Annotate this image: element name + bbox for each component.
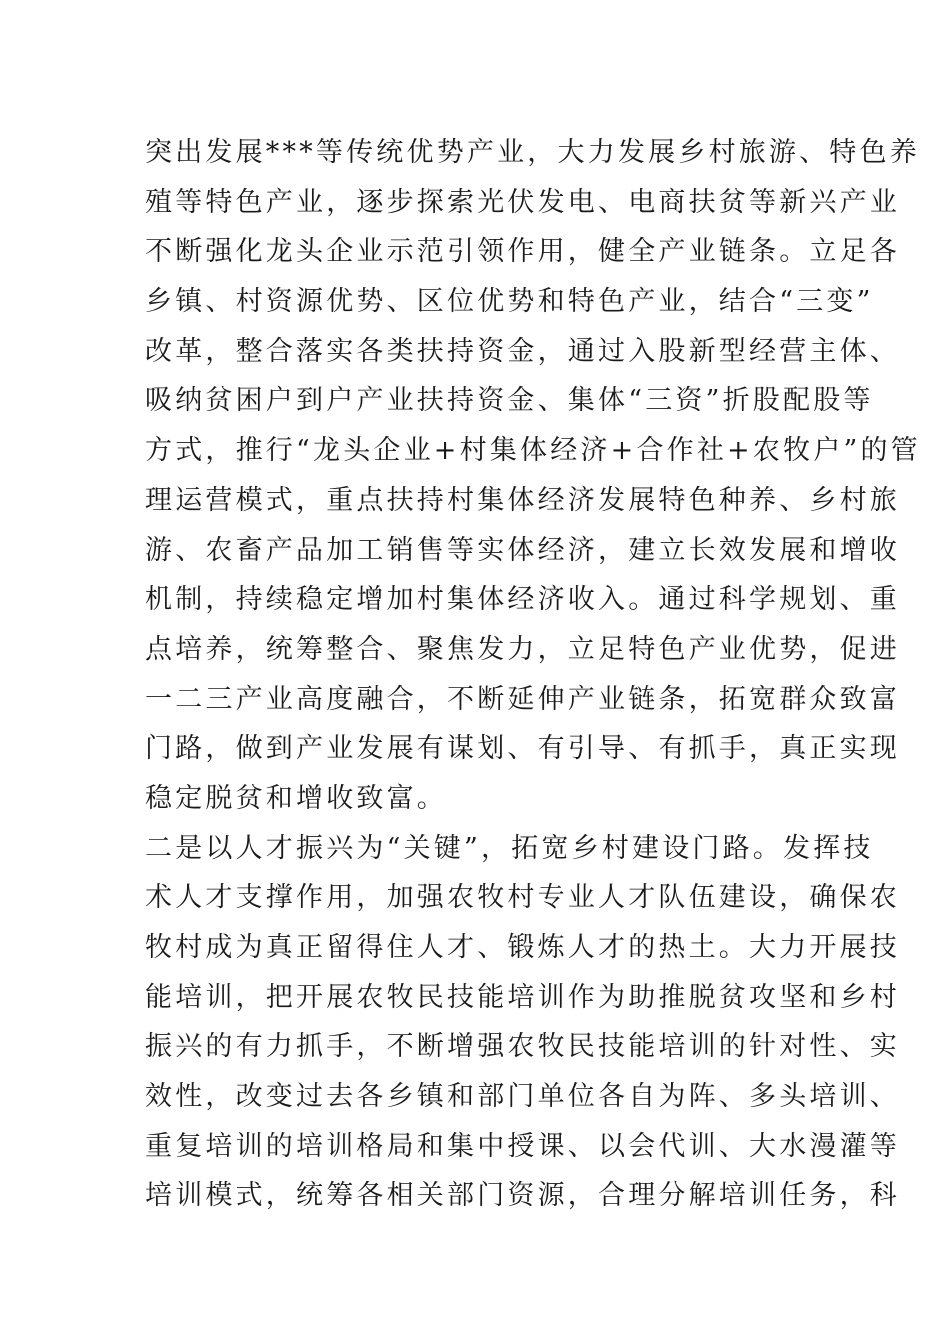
text-line: 机制，持续稳定增加村集体经济收入。通过科学规划、重: [145, 584, 900, 616]
text-line: 效性，改变过去各乡镇和部门单位各自为阵、多头培训、: [145, 1081, 900, 1113]
text-line: 点培养，统筹整合、聚焦发力，立足特色产业优势，促进: [145, 633, 900, 665]
text-line: 殖等特色产业，逐步探索光伏发电、电商扶贫等新兴产业: [145, 186, 900, 218]
text-line: 游、农畜产品加工销售等实体经济，建立长效发展和增收: [145, 534, 900, 566]
text-line: 一二三产业高度融合，不断延伸产业链条，拓宽群众致富: [145, 683, 900, 715]
text-line: 能培训，把开展农牧民技能培训作为助推脱贫攻坚和乡村: [145, 981, 900, 1013]
text-line: 术人才支撑作用，加强农牧村专业人才队伍建设，确保农: [145, 882, 900, 914]
text-line: 方式，推行“龙头企业+村集体经济+合作社+农牧户”的管: [145, 435, 921, 467]
text-line: 吸纳贫困户到户产业扶持资金、集体“三资”折股配股等: [145, 385, 874, 417]
text-line: 乡镇、村资源优势、区位优势和特色产业，结合“三变”: [145, 286, 874, 318]
text-line: 二是以人才振兴为“关键”，拓宽乡村建设门路。发挥技: [145, 832, 874, 864]
text-line: 牧村成为真正留得住人才、锻炼人才的热土。大力开展技: [145, 932, 900, 963]
text-line: 重复培训的培训格局和集中授课、以会代训、大水漫灌等: [145, 1130, 900, 1162]
text-line: 稳定脱贫和增收致富。: [145, 782, 447, 814]
body-text: [145, 128, 921, 1221]
text-line: 理运营模式，重点扶持村集体经济发展特色种养、乡村旅: [145, 484, 900, 516]
text-line: 突出发展***等传统优势产业，大力发展乡村旅游、特色养: [145, 137, 920, 168]
text-line: 振兴的有力抓手，不断增强农牧民技能培训的针对性、实: [145, 1031, 900, 1063]
text-line: 不断强化龙头企业示范引领作用，健全产业链条。立足各: [145, 236, 900, 268]
text-line: 培训模式，统筹各相关部门资源，合理分解培训任务，科: [145, 1180, 900, 1212]
text-line: 门路，做到产业发展有谋划、有引导、有抓手，真正实现: [145, 733, 900, 765]
text-line: 改革，整合落实各类扶持资金，通过入股新型经营主体、: [145, 335, 900, 367]
